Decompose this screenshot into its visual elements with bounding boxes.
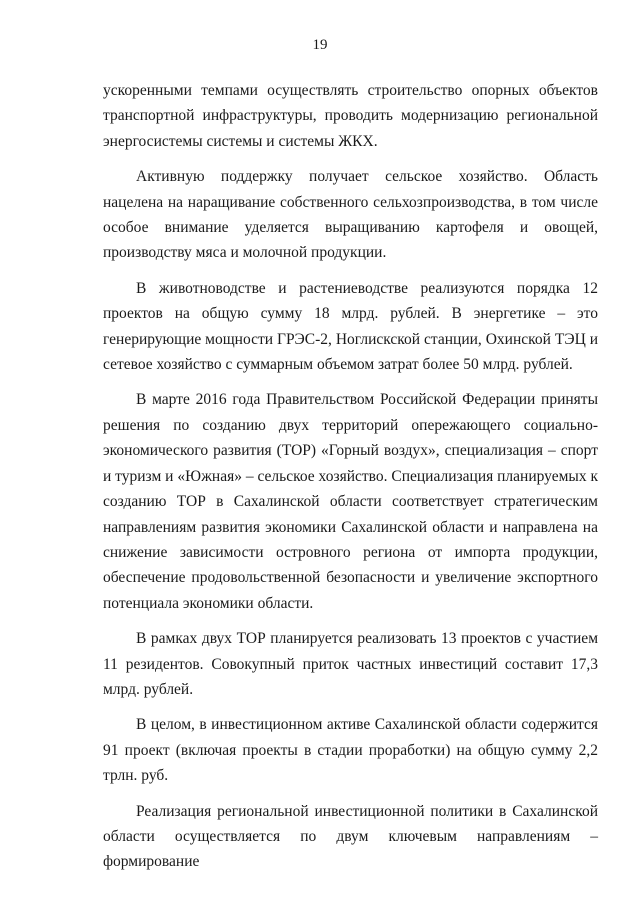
paragraph-agriculture: Активную поддержку получает сельское хозяйство. Область нацелена на наращивание собственного сельхозпроизводства, в том числе особое внимание уделяется выращиванию картофеля и овощей, производству мяса и молочной продукции. — [103, 168, 598, 262]
paragraph-investment-policy: Реализация региональной инвестиционной политики в Сахалинской области осуществляется по двум ключевым направлениям – формирование — [103, 802, 598, 871]
paragraph-livestock-energy: В животноводстве и растениеводстве реализуются порядка 12 проектов на общую сумму 18 млрд. рублей. В энергетике – это генерирующие мощности ГРЭС-2, Ноглискской станции, Охинской ТЭЦ и сетевое хозяйство с суммарным объемом затрат более 50 млрд. рублей. — [103, 279, 598, 374]
paragraph-tor-decision: В марте 2016 года Правительством Российской Федерации приняты решения по созданию двух территорий опережающего социально-экономического развития (ТОР) «Горный воздух», специализация – спорт и туризм и «Южная» – сельское хозяйство. Специализация планируемых к созданию ТОР в Сахалинской области соответствует стратегическим направлениям развития экономики Сахалинской области и направлена на снижение зависимости островного региона от импорта продукции, обеспечение продовольственной безопасности и увеличение экспортного потенциала экономики области. — [103, 391, 598, 612]
paragraph-tor-projects: В рамках двух ТОР планируется реализовать 13 проектов с участием 11 резидентов. Совокупный приток частных инвестиций составит 17,3 млрд. рублей. — [103, 630, 598, 698]
paragraph-continuation: ускоренными темпами осуществлять строительство опорных объектов транспортной инфраструктуры, проводить модернизацию региональной энергосистемы системы и системы ЖКХ. — [103, 82, 598, 150]
paragraph-investment-portfolio: В целом, в инвестиционном активе Сахалинской области содержится 91 проект (включая проекты в стадии проработки) на общую сумму 2,2 трлн. руб. — [103, 716, 598, 785]
document-body — [103, 78, 598, 885]
page-number: 19 — [312, 37, 328, 53]
